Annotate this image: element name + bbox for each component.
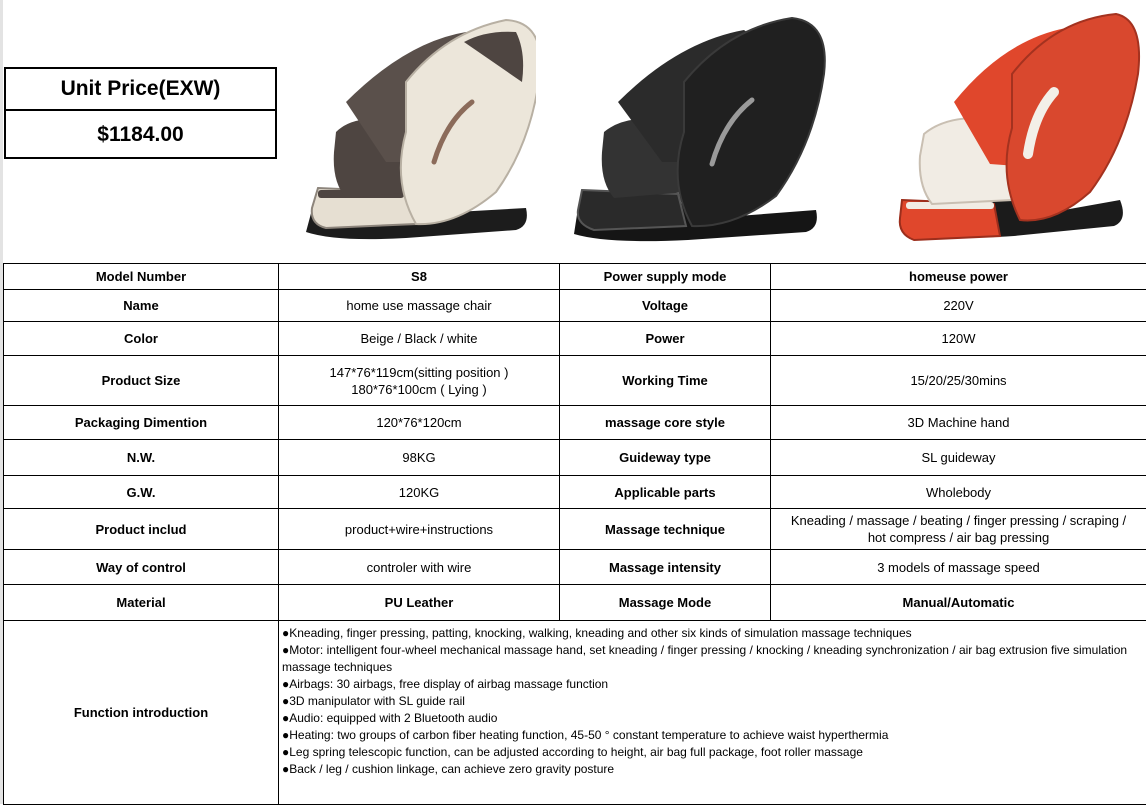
- cell-label: Packaging Dimention: [4, 406, 279, 440]
- function-item: ●3D manipulator with SL guide rail: [282, 693, 1142, 710]
- unit-price-box: [4, 67, 277, 159]
- function-item: ●Back / leg / cushion linkage, can achieve zero gravity posture: [282, 761, 1142, 778]
- spec-row-packaging: [4, 406, 1146, 440]
- cell-value: 120W: [771, 322, 1146, 356]
- unit-price-value: $1184.00: [6, 111, 275, 159]
- spec-row-model-number: [4, 264, 1146, 290]
- cell-value: 120*76*120cm: [279, 406, 560, 440]
- cell-value: 120KG: [279, 476, 560, 509]
- cell-label: Model Number: [4, 264, 279, 290]
- cell-value: product+wire+instructions: [279, 509, 560, 550]
- cell-label: Way of control: [4, 550, 279, 585]
- massage-chair-beige-image: [296, 12, 536, 252]
- function-item: ●Audio: equipped with 2 Bluetooth audio: [282, 710, 1142, 727]
- cell-label: massage core style: [560, 406, 771, 440]
- cell-label: Massage intensity: [560, 550, 771, 585]
- size-sitting: 147*76*119cm(sitting position ): [281, 364, 557, 381]
- cell-label: Product includ: [4, 509, 279, 550]
- cell-label: Product Size: [4, 356, 279, 406]
- function-list: [279, 621, 1146, 805]
- cell-value: homeuse power: [771, 264, 1146, 290]
- function-item: ●Leg spring telescopic function, can be adjusted according to height, air bag full package, foot roller massage: [282, 744, 1142, 761]
- function-item: ●Kneading, finger pressing, patting, knocking, walking, kneading and other six kinds of simulation massage techniques: [282, 625, 1142, 642]
- cell-value: controler with wire: [279, 550, 560, 585]
- size-lying: 180*76*100cm ( Lying ): [281, 381, 557, 398]
- cell-value: Beige / Black / white: [279, 322, 560, 356]
- cell-label: Material: [4, 585, 279, 621]
- spec-row-product-includ: [4, 509, 1146, 550]
- cell-label: Massage technique: [560, 509, 771, 550]
- cell-value: 220V: [771, 290, 1146, 322]
- cell-label: G.W.: [4, 476, 279, 509]
- cell-label: Power: [560, 322, 771, 356]
- function-item: ●Heating: two groups of carbon fiber heating function, 45-50 ° constant temperature to achieve waist hyperthermia: [282, 727, 1142, 744]
- cell-label: Power supply mode: [560, 264, 771, 290]
- spec-row-function-introduction: [4, 621, 1146, 805]
- technique-line-2: hot compress / air bag pressing: [773, 529, 1144, 546]
- cell-value: Manual/Automatic: [771, 585, 1146, 621]
- function-label: Function introduction: [4, 621, 279, 805]
- cell-value: 15/20/25/30mins: [771, 356, 1146, 406]
- cell-value: 98KG: [279, 440, 560, 476]
- technique-line-1: Kneading / massage / beating / finger pressing / scraping /: [773, 512, 1144, 529]
- spec-row-material: [4, 585, 1146, 621]
- cell-value: home use massage chair: [279, 290, 560, 322]
- cell-value: SL guideway: [771, 440, 1146, 476]
- spec-row-name: [4, 290, 1146, 322]
- massage-chair-red-image: [894, 4, 1144, 252]
- spec-row-nw: [4, 440, 1146, 476]
- cell-value: PU Leather: [279, 585, 560, 621]
- cell-label: Guideway type: [560, 440, 771, 476]
- spec-row-way-of-control: [4, 550, 1146, 585]
- cell-label: Massage Mode: [560, 585, 771, 621]
- spec-row-color: [4, 322, 1146, 356]
- unit-price-label: Unit Price(EXW): [6, 69, 275, 111]
- function-item: ●Airbags: 30 airbags, free display of airbag massage function: [282, 676, 1142, 693]
- cell-label: Voltage: [560, 290, 771, 322]
- cell-label: Color: [4, 322, 279, 356]
- cell-value: 3D Machine hand: [771, 406, 1146, 440]
- cell-label: Name: [4, 290, 279, 322]
- spec-row-gw: [4, 476, 1146, 509]
- massage-chair-black-image: [568, 12, 828, 252]
- cell-label: Applicable parts: [560, 476, 771, 509]
- cell-value: Wholebody: [771, 476, 1146, 509]
- function-item: ●Motor: intelligent four-wheel mechanical massage hand, set kneading / finger pressing / knocking / kneading synchronization / air bag extrusion five simulation massage techniques: [282, 642, 1142, 676]
- spec-table: [3, 263, 1146, 805]
- cell-label: N.W.: [4, 440, 279, 476]
- cell-value: [279, 356, 560, 406]
- cell-value: 3 models of massage speed: [771, 550, 1146, 585]
- cell-label: Working Time: [560, 356, 771, 406]
- cell-value: [771, 509, 1146, 550]
- cell-value: S8: [279, 264, 560, 290]
- spec-row-product-size: [4, 356, 1146, 406]
